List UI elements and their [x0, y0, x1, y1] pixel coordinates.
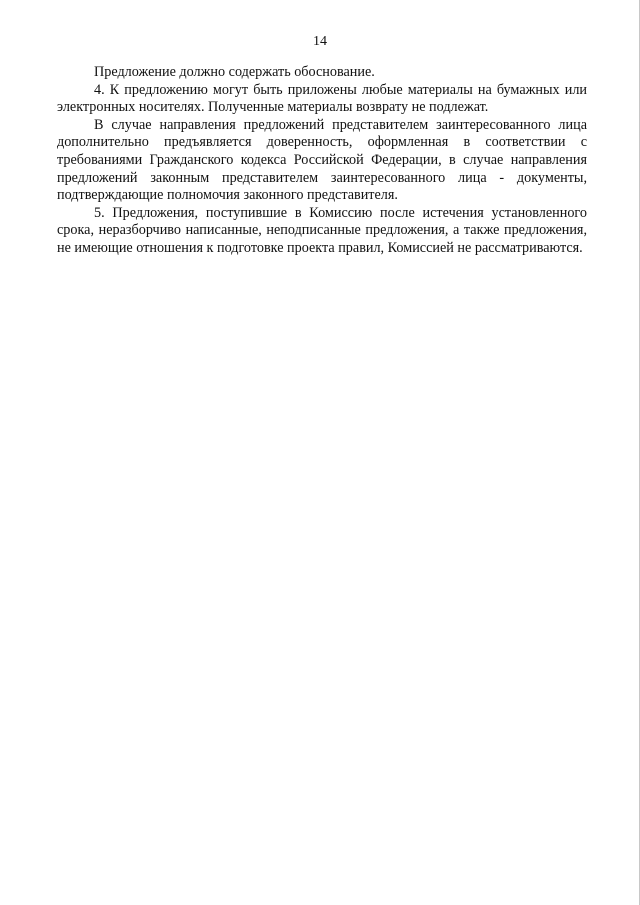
- paragraph-item-5-rejected-proposals: 5. Предложения, поступившие в Комиссию после истечения установленного срока, неразборчиво написанные, неподписанные предложения, а также предложения, не имеющие отношения к подготовке проекта правил, Комиссией не рассматриваются.: [57, 204, 587, 256]
- paragraph-representative-proxy: В случае направления предложений представителем заинтересованного лица дополнительно предъявляется доверенность, оформленная в соответствии с требованиями Гражданского кодекса Российской Федерации, в случае направления предложений законным представителем заинтересованного лица - документы, подтверждающие полномочия законного представителя.: [57, 116, 587, 204]
- paragraph-item-4-attachments: 4. К предложению могут быть приложены любые материалы на бумажных или электронных носителях. Полученные материалы возврату не подлежат.: [57, 81, 587, 116]
- page-number: 14: [313, 34, 327, 49]
- document-body: [57, 64, 587, 258]
- paragraph-justification-requirement: Предложение должно содержать обоснование.: [94, 64, 375, 80]
